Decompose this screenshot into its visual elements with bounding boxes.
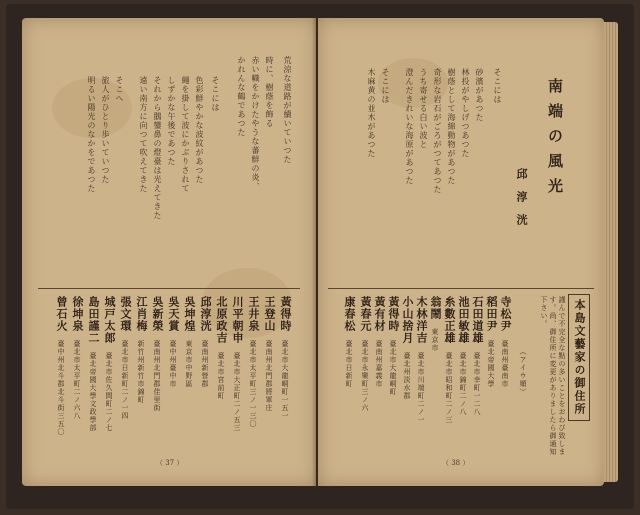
directory-entry: 王井泉 臺北市太平町三ノ一三〇 <box>247 296 260 428</box>
poem-line: 荒涼な道路が續いていつた <box>283 56 292 164</box>
directory-entry: 寺松尹 臺南州臺南市 <box>499 296 512 388</box>
poem-line: 赤い幟をかけたやうな蕃鮮の炎、 <box>251 56 260 191</box>
poem-line: 林投がやしげつあつた <box>461 68 470 158</box>
poem-line: 澄んだきれいな海原があつた <box>405 68 414 185</box>
directory-entry: 川平朝申 臺北市大正町二ノ五三 <box>231 296 244 432</box>
poem-line: 繩を掛して波にかぶりされて <box>181 76 190 193</box>
directory-entry: 木林洋吉 臺北市川端町二ノ一 <box>415 296 428 424</box>
directory-entry: 吳新榮 臺南州北門郡佳里街 <box>151 296 164 412</box>
directory-entry: 吳坤煌 東京市中野區 <box>183 296 196 388</box>
directory-entry: 曾石火 臺中州北斗郡北斗街三五〇 <box>55 296 68 436</box>
directory-entry: 王登山 臺南州北門郡將軍庄 <box>263 296 276 412</box>
poem-line: そこへ <box>115 76 124 103</box>
directory-entry: 黃得時 臺北市大龍峒町 <box>387 296 400 396</box>
poem-line: そこには <box>493 68 502 104</box>
directory-entry: 黃春元 臺北市永樂町三ノ六 <box>359 296 372 412</box>
poem-line: 遠い南方に向つて吹えてきた <box>139 76 148 193</box>
poem-title: 南端の風光 <box>546 78 564 203</box>
page-number: （ 37 ） <box>156 459 184 467</box>
directory-entry: 城戸太郎 臺北市佐久間町二ノ七 <box>103 296 116 432</box>
directory-entry: 石田道雄 臺北市幸町一二八 <box>471 296 484 416</box>
divider-rule <box>328 288 594 289</box>
poem-line: そこには <box>211 76 220 112</box>
directory-entry: 黃得時 臺北市大龍峒町一五一 <box>279 296 292 420</box>
poem-line: 奇形な岩石がごろがつてあつた <box>433 68 442 194</box>
section-subtitle: （アイウ順） <box>519 348 527 396</box>
directory-entry: 島田謹二 臺北帝國大學文政學部 <box>87 296 100 432</box>
notice-text: 謹んで不完全な點の多いことをおわび致します。尚、御住所に変更がありましたら御通知下さい。 <box>540 296 566 456</box>
poem-line: そこには <box>381 68 390 104</box>
poem-author: 邱淳洸 <box>515 168 528 237</box>
directory-entry: 小山捨月 臺北州淡水郡 <box>401 296 414 400</box>
directory-entry: 康春松 臺北市日新町 <box>343 296 356 388</box>
poem-line: 明るい陽光のなかをであつた <box>87 76 96 193</box>
section-title: 本島文藝家の御住所 <box>568 294 590 421</box>
poem-line: 時に、樹蔭を飾る <box>265 56 274 128</box>
poem-line: 木麻黄の並木があつた <box>367 68 376 158</box>
poem-line: 樹蔭として海綿動物があつた <box>447 68 456 185</box>
poem-line: 色彩鮮やかな波紋があつた <box>195 76 204 184</box>
directory-entry: 翁鬧 東京市 <box>429 296 442 352</box>
right-page <box>318 18 604 486</box>
directory-entry: 糸數正雄 臺北市昭和町二ノ三 <box>443 296 456 424</box>
directory-entry: 邱淳洸 臺南州新營郡 <box>199 296 212 388</box>
poem-line: かれんな鶴であつた <box>237 56 246 137</box>
divider-rule <box>38 288 300 289</box>
directory-entry: 江肖梅 新竹州新竹市錦町 <box>135 296 148 404</box>
directory-entry: 張文環 臺北市日新町二ノ一四 <box>119 296 132 420</box>
directory-entry: 池田敏雄 臺北市錦町二ノ八 <box>457 296 470 416</box>
page-number: （ 38 ） <box>442 459 470 467</box>
poem-line: 旅人がひとり歩いていつた <box>101 76 110 184</box>
page-stack-edge <box>604 22 618 482</box>
poem-line: 砂濱があつた <box>475 68 484 122</box>
directory-entry: 稻田尹 臺北帝國大學 <box>485 296 498 388</box>
directory-entry: 徐坤泉 臺北市太平町二ノ六八 <box>71 296 84 420</box>
left-page <box>22 18 316 486</box>
directory-entry: 吳天賞 臺中州臺中市 <box>167 296 180 388</box>
directory-entry: 黃有材 臺南州嘉義市 <box>373 296 386 388</box>
poem-line: しずかな午後であつた <box>167 76 176 166</box>
directory-entry: 北原政吉 臺北市宮前町 <box>215 296 228 400</box>
poem-line: それから鵝鑾鼻の燈臺は光えてきた <box>153 76 162 220</box>
poem-line: うち寄せる白い波と <box>419 68 428 149</box>
